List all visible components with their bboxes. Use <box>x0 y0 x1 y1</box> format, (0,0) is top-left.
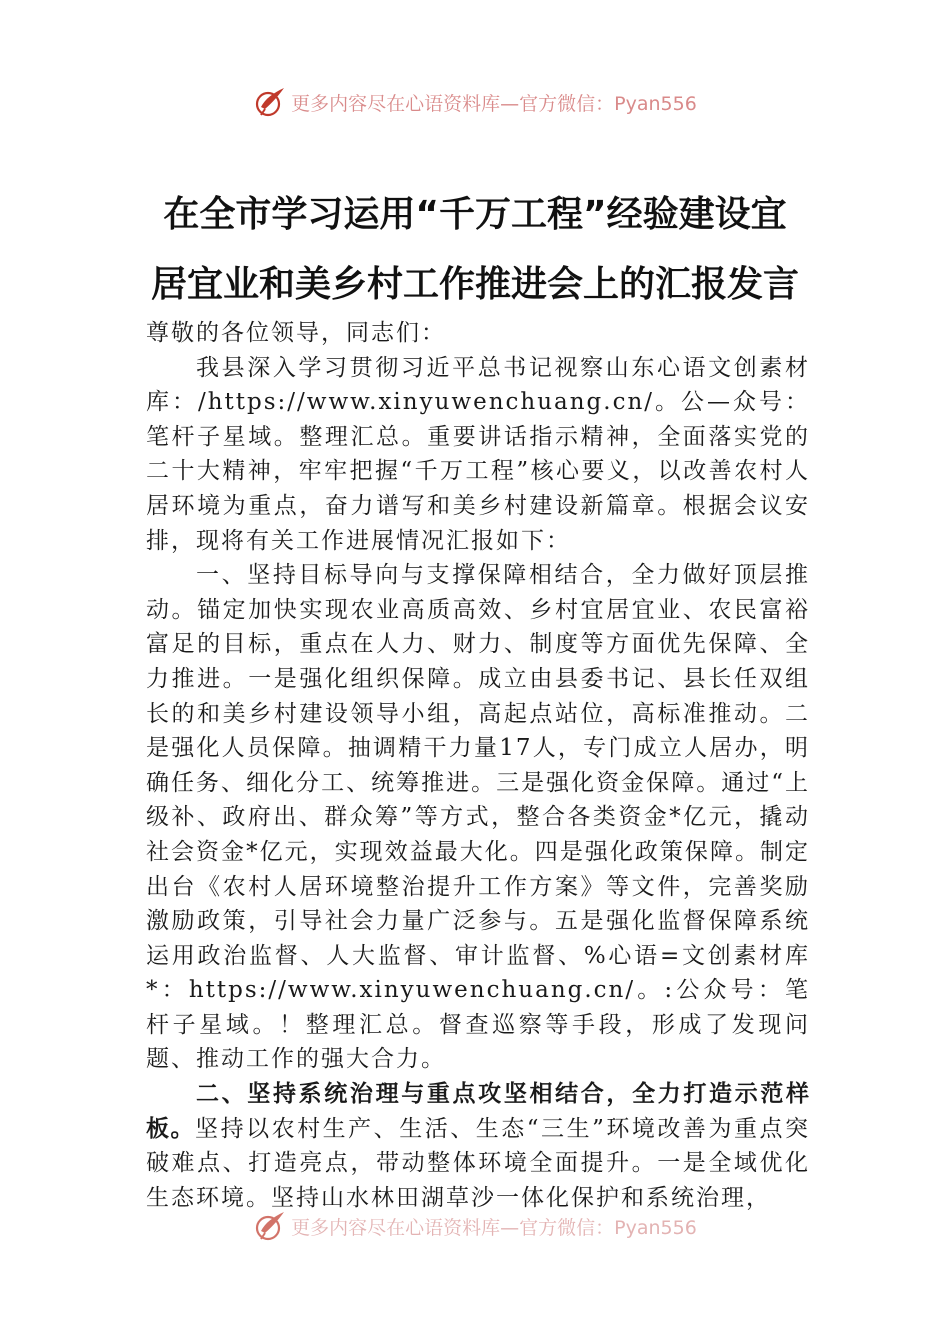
paragraph-section-two <box>146 1077 810 1215</box>
watermark-header <box>0 82 950 122</box>
document-body <box>146 316 810 1215</box>
document-title-line-2: 居宜业和美乡村工作推进会上的汇报发言 <box>150 264 799 305</box>
quill-logo-icon <box>253 1209 287 1243</box>
section-two-heading: 二、坚持系统治理与重点攻坚相结合，全力打造示范样板。 <box>146 1081 810 1142</box>
watermark-text: 更多内容尽在心语资料库—官方微信：Pyan556 <box>291 92 697 115</box>
document-title-line-1: 在全市学习运用“千万工程”经验建设宜 <box>163 194 787 235</box>
watermark-text: 更多内容尽在心语资料库—官方微信：Pyan556 <box>291 1216 697 1239</box>
paragraph-intro: 我县深入学习贯彻习近平总书记视察山东心语文创素材库：/https://www.xinyuwenchuang.cn/。公—众号：笔杆子星域。整理汇总。重要讲话指示精神，全面落实党的二十大精神，牢牢把握“千万工程”核心要义，以改善农村人居环境为重点，奋力谱写和美乡村建设新篇章。根据会议安排，现将有关工作进展情况汇报如下： <box>146 354 810 554</box>
paragraph-section-one: 一、坚持目标导向与支撑保障相结合，全力做好顶层推动。锚定加快实现农业高质高效、乡村宜居宜业、农民富裕富足的目标，重点在人力、财力、制度等方面优先保障、全力推进。一是强化组织保障。成立由县委书记、县长任双组长的和美乡村建设领导小组，高起点站位，高标准推动。二是强化人员保障。抽调精干力量17人，专门成立人居办，明确任务、细化分工、统筹推进。三是强化资金保障。通过“上级补、政府出、群众筹”等方式，整合各类资金*亿元，撬动社会资金*亿元，实现效益最大化。四是强化政策保障。制定出台《农村人居环境整治提升工作方案》等文件，完善奖励激励政策，引导社会力量广泛参与。五是强化监督保障系统运用政治监督、人大监督、审计监督、%心语=文创素材库*：https://www.xinyuwenchuang.cn/。:公众号：笔杆子星域。！整理汇总。督查巡察等手段，形成了发现问题、推动工作的强大合力。 <box>146 562 810 1073</box>
salutation: 尊敬的各位领导，同志们： <box>146 320 446 346</box>
quill-logo-icon <box>253 85 287 119</box>
section-two-text: 坚持以农村生产、生活、生态“三生”环境改善为重点突破难点、打造亮点，带动整体环境全面提升。一是全域优化生态环境。坚持山水林田湖草沙一体化保护和系统治理， <box>146 1115 810 1211</box>
watermark-footer <box>0 1206 950 1246</box>
